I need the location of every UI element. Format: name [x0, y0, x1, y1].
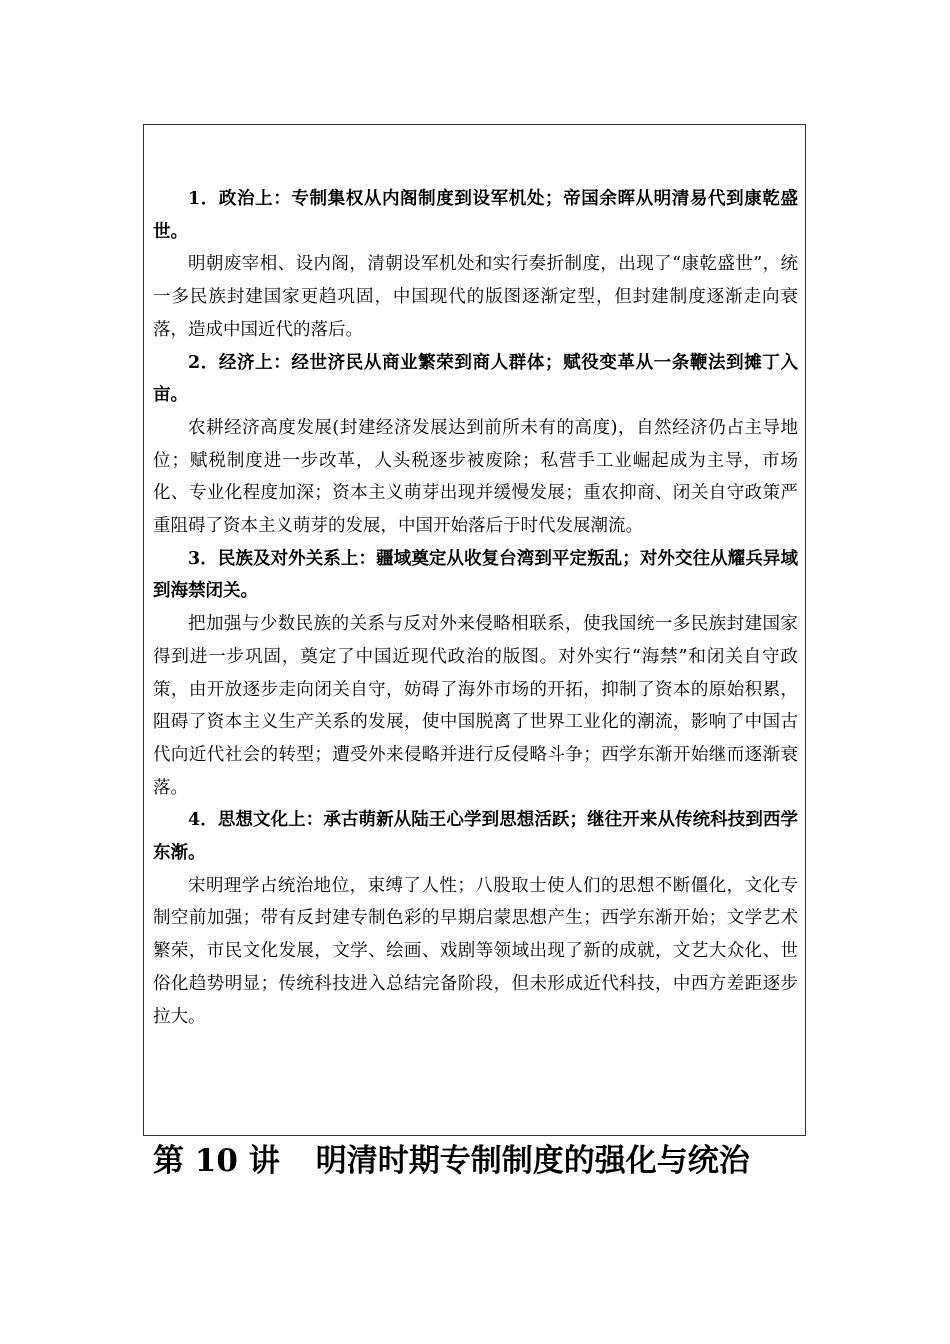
section-heading-economy: 2．经济上：经世济民从商业繁荣到商人群体；赋役变革从一条鞭法到摊丁入亩。	[153, 352, 798, 406]
lesson-title-text: 明清时期专制制度的强化与统治	[315, 1143, 750, 1179]
lesson-title	[153, 1138, 813, 1184]
section-body-economy: 农耕经济高度发展(封建经济发展达到前所未有的高度)，自然经济仍占主导地位；赋税制度进一步改革，人头税逐步被废除；私营手工业崛起成为主导，市场化、专业化程度加深；资本主义萌芽出现并缓慢发展；重农抑商、闭关自守政策严重阻碍了资本主义萌芽的发展，中国开始落后于时代发展潮流。	[153, 417, 798, 537]
section-heading-ethnic-foreign: 3．民族及对外关系上：疆域奠定从收复台湾到平定叛乱；对外交往从耀兵异域到海禁闭关。	[153, 548, 798, 602]
section-body-politics: 明朝废宰相、设内阁，清朝设军机处和实行奏折制度，出现了“康乾盛世”，统一多民族封建国家更趋巩固，中国现代的版图逐渐定型，但封建制度逐渐走向衰落，造成中国近代的落后。	[153, 254, 798, 340]
section-body-culture: 宋明理学占统治地位，束缚了人性；八股取士使人们的思想不断僵化，文化专制空前加强；带有反封建专制色彩的早期启蒙思想产生；西学东渐开始；文学艺术繁荣，市民文化发展，文学、绘画、戏剧等领域出现了新的成就，文艺大众化、世俗化趋势明显；传统科技进入总结完备阶段，但未形成近代科技，中西方差距逐步拉大。	[153, 875, 798, 1027]
summary-content	[153, 183, 798, 1033]
section-heading-politics: 1．政治上：专制集权从内阁制度到设军机处；帝国余晖从明清易代到康乾盛世。	[153, 189, 798, 242]
lesson-number: 第 10 讲	[153, 1143, 280, 1179]
section-body-ethnic-foreign: 把加强与少数民族的关系与反对外来侵略相联系，使我国统一多民族封建国家得到进一步巩固，奠定了中国近现代政治的版图。对外实行“海禁”和闭关自守政策，由开放逐步走向闭关自守，妨碍了海外市场的开拓，抑制了资本的原始积累，阻碍了资本主义生产关系的发展，使中国脱离了世界工业化的潮流，影响了中国古代向近代社会的转型；遭受外来侵略并进行反侵略斗争；西学东渐开始继而逐渐衰落。	[153, 614, 798, 798]
section-heading-culture: 4．思想文化上：承古萌新从陆王心学到思想活跃；继往开来从传统科技到西学东渐。	[153, 810, 798, 864]
